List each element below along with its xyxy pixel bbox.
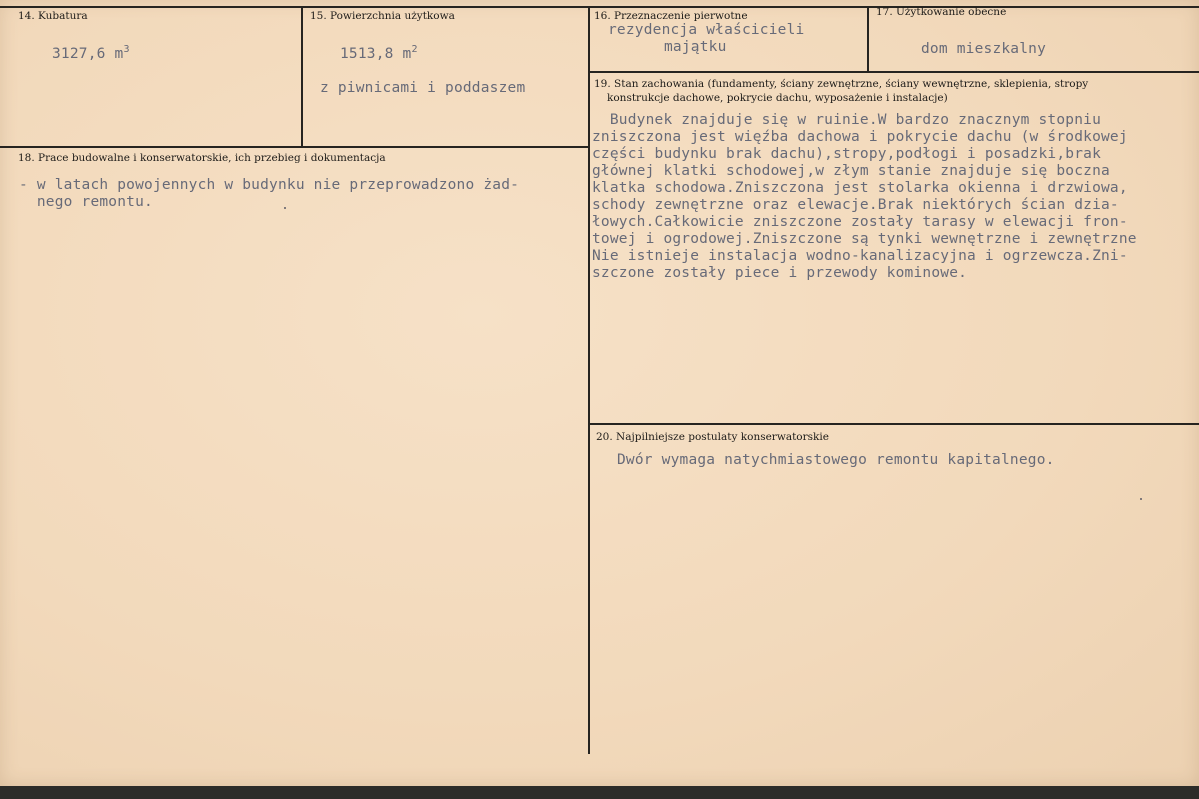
powierzchnia-exponent: 2 — [411, 44, 418, 55]
stan-line-6: schody zewnętrzne oraz elewacje.Brak niektórych ścian dzia- — [592, 197, 1119, 213]
powierzchnia-note: z piwnicami i poddaszem — [320, 80, 526, 96]
kubatura-number: 3127,6 m — [52, 46, 124, 62]
uzytkowanie-value: dom mieszkalny — [921, 41, 1047, 57]
powierzchnia-number: 1513,8 m — [340, 46, 412, 62]
stan-line-9: Nie istnieje instalacja wodno-kanalizacyjna i ogrzewcza.Zni- — [592, 248, 1128, 264]
ink-speck — [284, 207, 286, 209]
powierzchnia-label: 15. Powierzchnia użytkowa — [310, 10, 455, 22]
stan-line-8: towej i ogrodowej.Zniszczone są tynki wewnętrzne i zewnętrzne — [592, 231, 1137, 247]
scan-background-edge — [0, 786, 1199, 799]
stan-line-4: głównej klatki schodowej,w złym stanie znajduje się boczna — [592, 163, 1110, 179]
divider-row1-left — [0, 146, 589, 148]
prace-label: 18. Prace budowalne i konserwatorskie, ich przebieg i dokumentacja — [18, 152, 386, 164]
przeznaczenie-label: 16. Przeznaczenie pierwotne — [594, 10, 748, 22]
postulaty-label: 20. Najpilniejsze postulaty konserwatorskie — [596, 431, 829, 443]
ink-speck — [1140, 498, 1142, 500]
kubatura-label: 14. Kubatura — [18, 10, 88, 22]
top-border-line — [0, 6, 1199, 8]
stan-label-line1: 19. Stan zachowania (fundamenty, ściany zewnętrzne, ściany wewnętrzne, sklepienia, stropy — [594, 78, 1089, 90]
prace-line-2: nego remontu. — [19, 194, 153, 210]
przeznaczenie-line2: majątku — [664, 39, 727, 55]
divider-16-17 — [867, 6, 869, 72]
stan-line-2: zniszczona jest więźba dachowa i pokrycie dachu (w środkowej — [592, 129, 1128, 145]
divider-19-20 — [589, 423, 1199, 425]
stan-label-line2: konstrukcje dachowe, pokrycie dachu, wyposażenie i instalacje) — [607, 92, 948, 104]
stan-line-5: klatka schodowa.Zniszczona jest stolarka okienna i drzwiowa, — [592, 180, 1128, 196]
kubatura-exponent: 3 — [123, 44, 130, 55]
stan-line-10: szczone zostały piece i przewody kominowe. — [592, 265, 968, 281]
stan-line-3: części budynku brak dachu),stropy,podłogi i posadzki,brak — [592, 146, 1101, 162]
divider-14-15 — [301, 6, 303, 147]
prace-line-1: - w latach powojennych w budynku nie przeprowadzono żad- — [19, 177, 520, 193]
stan-line-1: Budynek znajduje się w ruinie.W bardzo znacznym stopniu — [592, 112, 1101, 128]
uzytkowanie-label: 17. Użytkowanie obecne — [876, 6, 1007, 18]
stan-line-7: łowych.Całkowicie zniszczone zostały tarasy w elewacji fron- — [592, 214, 1128, 230]
main-vertical-divider — [588, 6, 590, 754]
divider-row1-right — [589, 71, 1199, 73]
postulaty-value: Dwór wymaga natychmiastowego remontu kapitalnego. — [617, 452, 1055, 468]
kubatura-value — [52, 46, 130, 63]
powierzchnia-value — [340, 46, 418, 63]
przeznaczenie-line1: rezydencja właścicieli — [608, 22, 805, 38]
